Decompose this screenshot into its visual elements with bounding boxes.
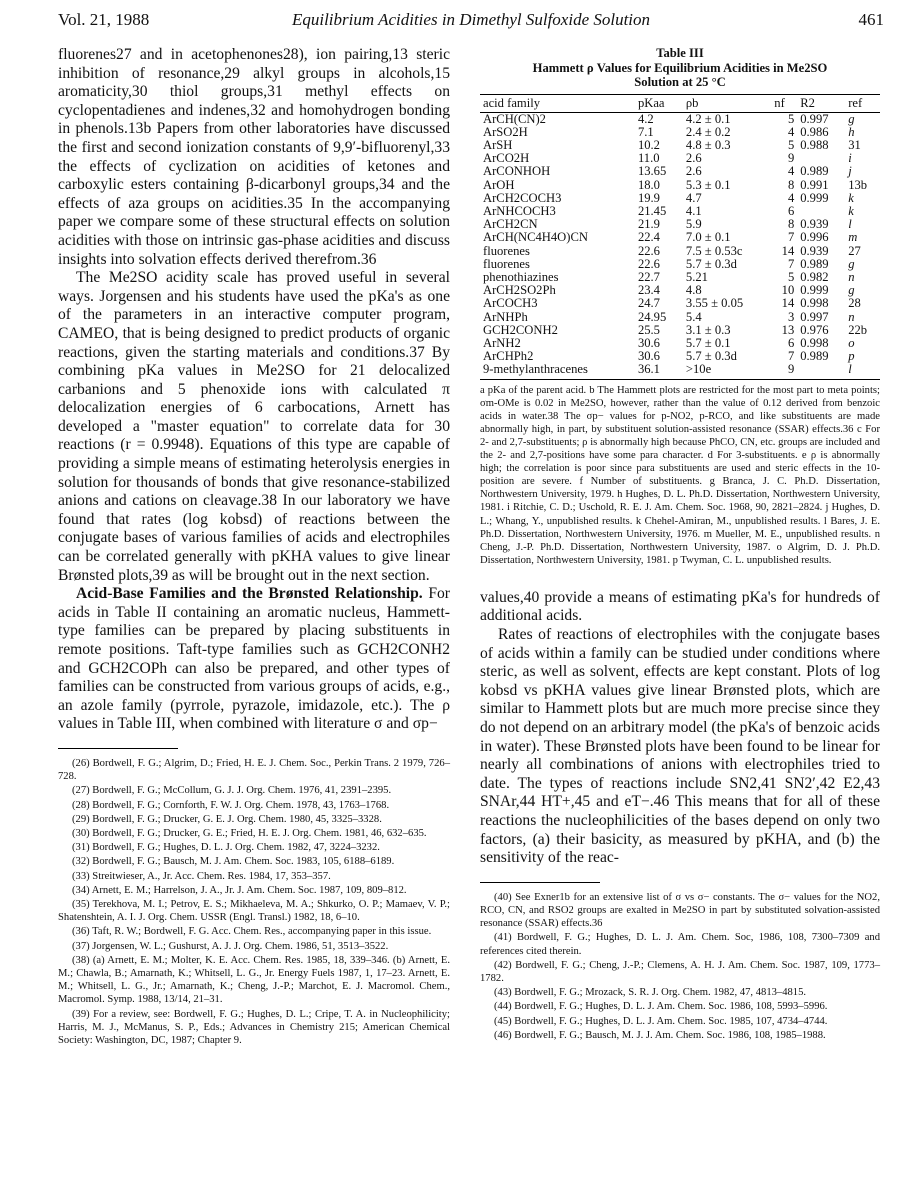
table-cell: n (848, 269, 855, 284)
table-cell: phenothiazines (483, 269, 559, 284)
table-number: Table III (656, 46, 704, 60)
table-row (480, 297, 880, 310)
table-row (480, 179, 880, 192)
table-row (480, 324, 880, 337)
table-cell: j (848, 164, 852, 179)
table-cell: 21.9 (637, 217, 660, 232)
column-header: pKaa (635, 94, 683, 112)
table-row (480, 363, 880, 379)
column-header: acid family (480, 94, 635, 112)
table-cell: 0.998 (800, 296, 829, 311)
table-cell: ArCONHOH (483, 164, 551, 179)
table-cell: 7.0 ± 0.1 (685, 230, 731, 245)
table-cell: 5.7 ± 0.3d (685, 349, 737, 364)
reference-item: (28) Bordwell, F. G.; Cornforth, F. W. J. Org. Chem. 1978, 43, 1763–1768. (72, 799, 390, 811)
table-cell: l (845, 363, 880, 379)
table-row (480, 126, 880, 139)
paragraph (58, 585, 450, 734)
table-cell: 0.986 (800, 124, 829, 139)
table-cell: 6 (787, 335, 795, 350)
table-cell: 0.997 (800, 111, 829, 126)
table-row (480, 165, 880, 178)
table-cell: ArNH2 (483, 335, 521, 350)
table-row (480, 139, 880, 152)
reference-item: (26) Bordwell, F. G.; Algrim, D.; Fried, H. E. J. Chem. Soc., Perkin Trans. 2 1979, 726–728. (58, 757, 450, 783)
reference-item: (45) Bordwell, F. G.; Hughes, D. L. J. Am. Chem. Soc. 1985, 107, 4734–4744. (494, 1015, 828, 1027)
table-cell: 28 (848, 296, 861, 311)
table-cell: 0.999 (800, 190, 829, 205)
table-cell: 2.4 ± 0.2 (685, 124, 731, 139)
table-cell: 22.4 (637, 230, 660, 245)
table-cell: 31 (848, 137, 861, 152)
table-cell: 22.7 (637, 269, 660, 284)
table-cell: 4 (787, 190, 795, 205)
table-cell: GCH2CONH2 (483, 322, 558, 337)
table-cell: 9 (771, 363, 797, 379)
table-cell: 0.939 (800, 217, 829, 232)
table-cell: ArCH2CN (483, 217, 538, 232)
paragraph-text: For acids in Table II containing an aromatic nucleus, Hammett-type families can be prepared by placing substituents in remote positions. Taft-type families such as GCH2CONH2 and GCH2COPh can also be prepared, and other types of families can be constructed from various groups of acids, e.g., an azole family (pyrrole, pyrazole, imidazole, etc.). The ρ values in Table III, when combined with literature σ and σp− (58, 585, 450, 733)
running-header (58, 10, 884, 32)
volume-label: Vol. 21, 1988 (58, 10, 150, 29)
table-cell: 3.1 ± 0.3 (685, 322, 731, 337)
table-cell: 0.997 (800, 309, 829, 324)
right-column (480, 46, 880, 1043)
table-footnotes: a pKa of the parent acid. b The Hammett plots are restricted for the most part to meta points; σm-OMe is 0.02 in Me2SO, however, rather than the value of 0.12 derived from benzoic acids in water.38 The σp− values for p-NO2, p-RCO, and like substituents are made abnormally high, in part, by substituent solution-assisted resonance (SSAR) effects.36 c For 2- and 2,7-substituents; ρ is abnormally high because PhCO, CN, etc. groups are included and the 2- and 2,7-positions have some para character. d For 3-substituents. e ρ is abnormally high; the correlation is poor since para substituents are used and steric effects in the 10-position are severe. f Number of substituents. g Branca, J. C. Ph.D. Dissertation, Northwestern University, 1979. h Hughes, D. L. Ph.D. Dissertation, Northwestern University, 1981. i Ritchie, C. D.; Uschold, R. E. J. Am. Chem. Soc. 1968, 90, 2821–2824. j Hughes, D. L.; Whang, Y., unpublished results. k Chehel-Amiran, M., unpublished results. l Bares, J. E. Ph.D. Dissertation, Northwestern University, 1976. m Mueller, M. E., unpublished results. n Cheng, J.-P. Ph.D. Dissertation, Northwestern University, 1987. o Algrim, D. J. Ph.D. Dissertation, Northwestern University, 1981. p Twyman, C. L. unpublished results. (480, 384, 880, 566)
table-cell: 0.989 (800, 164, 829, 179)
table-cell: 5.7 ± 0.1 (685, 335, 731, 350)
table-cell: 0.991 (800, 177, 829, 192)
table-cell: 0.989 (800, 349, 829, 364)
table-cell: 21.45 (637, 203, 667, 218)
reference-item: (37) Jorgensen, W. L.; Gushurst, A. J. J. Org. Chem. 1986, 51, 3513–3522. (72, 940, 389, 952)
table-row (480, 231, 880, 244)
table-block (480, 46, 880, 567)
table-cell: ArCH(NC4H4O)CN (483, 230, 588, 245)
table-cell: i (848, 151, 852, 166)
table-cell: ArCOCH3 (483, 296, 538, 311)
table-cell: >10e (683, 363, 771, 379)
reference-item: (40) See Exner1b for an extensive list of σ vs σ− constants. The σ− values for the NO2, RCO, CN, and RSO2 groups are exalted in Me2SO in part by substituted solvation-assisted resonance (SSAR) effects.36 (480, 891, 880, 930)
table-cell: k (848, 203, 854, 218)
table-cell: 5.7 ± 0.3d (685, 256, 737, 271)
table-cell: 2.6 (685, 151, 702, 166)
table-cell: 2.6 (685, 164, 702, 179)
table-cell: 30.6 (637, 349, 660, 364)
column-header: nf (771, 94, 797, 112)
reference-item: (41) Bordwell, F. G.; Hughes, D. L. J. Am. Chem. Soc, 1986, 108, 7300–7309 and references cited therein. (480, 932, 880, 957)
reference-list (480, 891, 880, 1042)
reference-item: (39) For a review, see: Bordwell, F. G.; Hughes, D. L.; Cripe, T. A. in Nucleophilicity; Harris, M. J., McManus, S. P., Eds.; Advances in Chemistry 215; American Chemical Society: Washington, DC, 1987; Chapter 9. (58, 1008, 450, 1047)
table-cell: 6 (787, 203, 795, 218)
table-row (480, 311, 880, 324)
paragraph: values,40 provide a means of estimating pKa's for hundreds of additional acids. (480, 588, 880, 625)
table-cell: 23.4 (637, 283, 660, 298)
table-cell: 0.939 (800, 243, 829, 258)
column-header: ρb (683, 94, 771, 112)
table-cell: ArCH2SO2Ph (483, 283, 556, 298)
table-cell: 13 (781, 322, 795, 337)
table-row (480, 245, 880, 258)
table-cell: 18.0 (637, 177, 660, 192)
table-cell: 5.4 (685, 309, 702, 324)
table-cell: 5.21 (685, 269, 708, 284)
table-row (480, 112, 880, 126)
reference-item: (42) Bordwell, F. G.; Cheng, J.-P.; Clemens, A. H. J. Am. Chem. Soc. 1987, 109, 1773–1782. (480, 959, 880, 984)
table-cell: ArSH (483, 137, 513, 152)
page-number: 461 (858, 10, 884, 29)
table-cell: 0.976 (800, 322, 829, 337)
table-cell: 36.1 (635, 363, 683, 379)
table-cell: g (848, 283, 855, 298)
reference-item: (36) Taft, R. W.; Bordwell, F. G. Acc. Chem. Res., accompanying paper in this issue. (72, 926, 432, 938)
table-cell: 4 (787, 124, 795, 139)
table-caption: Hammett ρ Values for Equilibrium Acidities in Me2SO (532, 60, 828, 75)
table-cell: 7 (787, 256, 795, 271)
paragraph: fluorenes27 and in acetophenones28), ion pairing,13 steric inhibition of resonance,29 alkyl groups in alcohols,15 aromaticity,30 thiol groups,31 methyl effects on cyclopentadienes and indenes,32 and homohydrogen bonding in phenols.13b Papers from other laboratories have discussed the first and second ionization constants of 9,9′-bifluorenyl,33 the effects of cyclization on acidities of ketones and carboxylic esters containing β-dicarbonyl groups,34 and the effects of aza groups on acidities.35 In the accompanying paper we compare some of these structural effects on solution acidities with those on intrinsic gas-phase acidities and discuss insights into solvation effects derived therefrom.36 (58, 46, 450, 268)
table-row (480, 258, 880, 271)
reference-item: (27) Bordwell, F. G.; McCollum, G. J. J. Org. Chem. 1976, 41, 2391–2395. (72, 785, 392, 797)
table-cell: 5.9 (685, 217, 702, 232)
table-cell: 4.1 (685, 203, 702, 218)
table-cell: 22b (848, 322, 868, 337)
footnote-rule (58, 748, 178, 749)
table-cell: 8 (787, 177, 795, 192)
table-cell: 22.6 (637, 243, 660, 258)
paragraph: Rates of reactions of electrophiles with the conjugate bases of acids within a family can be studied under conditions where steric, as well as solvent, effects are kept constant. Plots of log kobsd vs pKHA values give linear Brønsted plots, which are similar to Hammett plots but are much more precise since they do not depend on an arbitrary model (the pKa's of benzoic acids in water). These Brønsted plots have been found to be linear for nearly all combinations of anions with electrophiles tried to date. The types of reactions include SN2,41 SN2′,42 E2,43 SNAr,44 HT+,45 and eT−.46 This means that for all of these reactions the nucleophilicities of the bases depend on only two factors, (a) their basicity, as measured by pKHA, and (b) the sensitivity of the reac- (480, 626, 880, 867)
paragraph: The Me2SO acidity scale has proved useful in several ways. Jorgensen and his students have used the pKa's as one of the parameters in an interactive computer program, CAMEO, that is being designed to predict products of organic reactions, given the starting materials and conditions.37 By combining pKa values in Me2SO for 21 delocalized carbanions and 5 phenoxide ions with calculated π delocalization energies of 6 carbocations, Arnett has developed a "master equation" to correlate data for 30 reactions (r = 0.9948). Equations of this type are capable of providing a simple means of estimating heterolysis energies in solution for thousands of bonds that give resonance-stabilized anions and cations on cleavage.38 In our laboratory we have found that rates (log kobsd) of reactions between the conjugate bases of various families of acids and electrophiles can be correlated generally with pKHA values to give linear Brønsted plots,39 as will be brought out in the next section. (58, 269, 450, 584)
table-cell: 3 (787, 309, 795, 324)
table-cell: 0.982 (800, 269, 829, 284)
table-cell: 30.6 (637, 335, 660, 350)
table-cell: 7 (787, 349, 795, 364)
section-heading: Acid-Base Families and the Brønsted Relationship. (76, 585, 423, 603)
reference-item: (30) Bordwell, F. G.; Drucker, G. E.; Fried, H. E. J. Org. Chem. 1981, 46, 632–635. (72, 827, 427, 839)
table-cell: 22.6 (637, 256, 660, 271)
table-cell: o (848, 335, 855, 350)
table-cell: fluorenes (483, 256, 530, 271)
table-cell: 7.1 (637, 124, 654, 139)
table-cell: 5.3 ± 0.1 (685, 177, 731, 192)
table-cell: h (848, 124, 855, 139)
table-cell: 5 (787, 269, 795, 284)
table-row (480, 192, 880, 205)
table-cell: 13.65 (637, 164, 667, 179)
reference-list (58, 757, 450, 1047)
reference-item: (32) Bordwell, F. G.; Bausch, M. J. Am. Chem. Soc. 1983, 105, 6188–6189. (72, 856, 395, 868)
reference-item: (29) Bordwell, F. G.; Drucker, G. E. J. Org. Chem. 1980, 45, 3325–3328. (72, 813, 382, 825)
reference-item: (31) Bordwell, F. G.; Hughes, D. L. J. Org. Chem. 1982, 47, 3224–3232. (72, 842, 380, 854)
table-cell: n (848, 309, 855, 324)
table-cell: 0.989 (800, 256, 829, 271)
table-cell: 25.5 (637, 322, 660, 337)
table-cell: g (848, 111, 855, 126)
table-cell: ArOH (483, 177, 515, 192)
table-cell: 13b (848, 177, 868, 192)
table-cell: fluorenes (483, 243, 530, 258)
table-cell: 0.996 (800, 230, 829, 245)
table-cell: 4.7 (685, 190, 702, 205)
reference-item: (38) (a) Arnett, E. M.; Molter, K. E. Acc. Chem. Res. 1985, 18, 339–346. (b) Arnett, E. M.; Chawla, B.; Amarnath, K.; Whitsell, L. G., Jr. Energy Fuels 1987, 1, 17–23. Arnett, E. M.; Whitsell, L. G., Jr.; Amarnath, K.; Cheng, J.-P.; Marchot, E. J. Macromol. Chem., Macromol. Symp. 1988, 13/14, 21–31. (58, 954, 450, 1006)
footnote-rule (480, 882, 600, 883)
reference-item: (34) Arnett, E. M.; Harrelson, J. A., Jr. J. Am. Chem. Soc. 1987, 109, 809–812. (72, 884, 407, 896)
table-cell: 10 (781, 283, 795, 298)
table-cell: 5 (787, 111, 795, 126)
table-cell: k (848, 190, 854, 205)
table-cell: 4.8 (685, 283, 702, 298)
left-column (58, 46, 450, 1048)
table-cell: p (848, 349, 855, 364)
table-cell: 3.55 ± 0.05 (685, 296, 744, 311)
table-cell: m (848, 230, 858, 245)
table-cell: 8 (787, 217, 795, 232)
table-cell: 4.2 ± 0.1 (685, 111, 731, 126)
table-cell: 4 (787, 164, 795, 179)
table-cell: 11.0 (637, 151, 660, 166)
table-cell: 19.9 (637, 190, 660, 205)
reference-item: (43) Bordwell, F. G.; Mrozack, S. R. J. Org. Chem. 1982, 47, 4813–4815. (494, 987, 807, 999)
table-cell: 14 (781, 243, 795, 258)
table-cell: ArCHPh2 (483, 349, 534, 364)
table-cell (797, 363, 845, 379)
column-header: R2 (797, 94, 845, 112)
table-cell: ArCO2H (483, 151, 530, 166)
table-cell: 24.95 (637, 309, 667, 324)
table-cell: 9 (787, 151, 795, 166)
table-cell: 14 (781, 296, 795, 311)
reference-item: (46) Bordwell, F. G.; Bausch, M. J. J. Am. Chem. Soc. 1986, 108, 1985–1988. (494, 1029, 826, 1041)
reference-item: (44) Bordwell, F. G.; Hughes, D. L. J. Am. Chem. Soc. 1986, 108, 5993–5996. (494, 1001, 828, 1013)
table-header-row (480, 94, 880, 112)
table-cell: ArCH2COCH3 (483, 190, 562, 205)
table-cell: 10.2 (637, 137, 660, 152)
table-cell: 4.8 ± 0.3 (685, 137, 731, 152)
table-cell: 0.998 (800, 335, 829, 350)
table-cell: l (848, 217, 852, 232)
table-cell: ArSO2H (483, 124, 528, 139)
data-table (480, 94, 880, 380)
table-cell: ArNHCOCH3 (483, 203, 556, 218)
journal-title: Equilibrium Acidities in Dimethyl Sulfoxide Solution (291, 10, 651, 29)
reference-item: (35) Terekhova, M. I.; Petrov, E. S.; Mikhaeleva, M. A.; Shkurko, O. P.; Mamaev, V. P.; Shatenshtein, A. I. J. Org. Chem. USSR (Engl. Transl.) 1982, 18, 6–10. (58, 899, 450, 924)
table-cell: 7.5 ± 0.53c (685, 243, 743, 258)
table-cell: 0.999 (800, 283, 829, 298)
column-header: ref (845, 94, 880, 112)
reference-item: (33) Streitwieser, A., Jr. Acc. Chem. Res. 1984, 17, 353–357. (72, 870, 331, 882)
table-cell: 27 (848, 243, 861, 258)
table-cell: 24.7 (637, 296, 660, 311)
table-cell: ArNHPh (483, 309, 528, 324)
table-cell: ArCH(CN)2 (483, 111, 546, 126)
table-caption: Solution at 25 °C (634, 75, 726, 89)
table-cell: 7 (787, 230, 795, 245)
table-cell: 5 (787, 137, 795, 152)
table-cell: 0.988 (800, 137, 829, 152)
table-cell: 4.2 (637, 111, 654, 126)
table-cell: 9-methylanthracenes (480, 363, 635, 379)
table-cell: g (848, 256, 855, 271)
